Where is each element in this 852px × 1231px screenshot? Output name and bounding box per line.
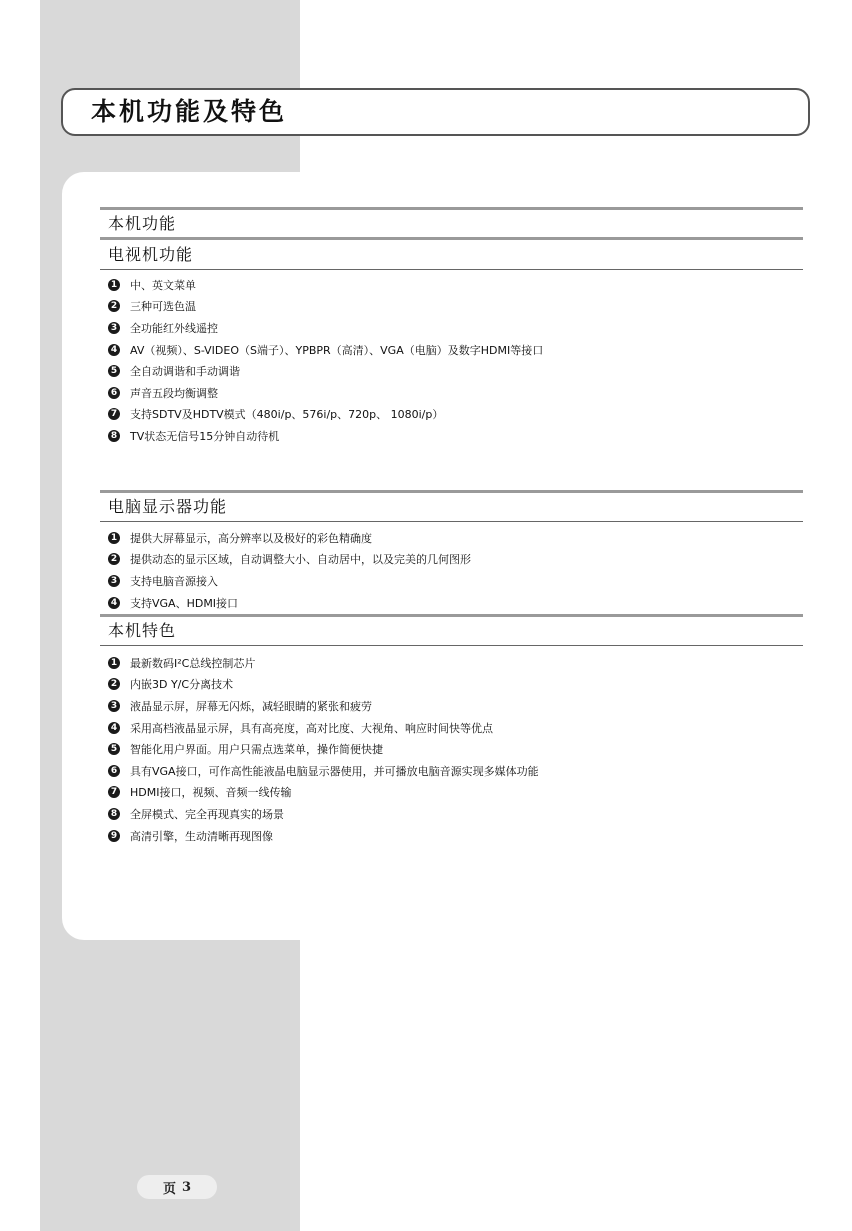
list-item-text: 全功能红外线遥控 <box>130 321 218 335</box>
bullet-number: 6 <box>108 765 120 777</box>
list-item <box>108 404 543 426</box>
list-item <box>108 360 543 382</box>
list-item <box>108 339 543 361</box>
section-rule-thin <box>100 521 803 522</box>
bullet-number: 5 <box>108 743 120 755</box>
list-item <box>108 317 543 339</box>
title-banner <box>61 88 810 136</box>
list-item <box>108 674 539 696</box>
bullet-number: 7 <box>108 786 120 798</box>
bullet-number: 1 <box>108 279 120 291</box>
page-number: 3 <box>181 1179 192 1195</box>
list-item <box>108 382 543 404</box>
list-item-text: 液晶显示屏，屏幕无闪烁，减轻眼睛的紧张和疲劳 <box>130 699 372 713</box>
list-item-text: 中、英文菜单 <box>130 278 196 292</box>
page-title: 本机功能及特色 <box>91 97 288 126</box>
bullet-number: 7 <box>108 408 120 420</box>
bullet-number: 3 <box>108 322 120 334</box>
list-item-text: 支持VGA、HDMI接口 <box>130 596 239 610</box>
tv-functions-heading: 电视机功能 <box>108 245 194 264</box>
list-item-text: 三种可选色温 <box>130 300 196 314</box>
section-rule <box>100 237 803 240</box>
bullet-number: 3 <box>108 700 120 712</box>
special-features-heading: 本机特色 <box>108 621 177 640</box>
list-item <box>108 549 471 571</box>
list-item <box>108 274 543 296</box>
list-item-text: 内嵌3D Y/C分离技术 <box>130 678 234 692</box>
list-item <box>108 527 471 549</box>
section-rule-top <box>100 207 803 210</box>
list-item <box>108 760 539 782</box>
list-item <box>108 570 471 592</box>
list-item-text: 采用高档液晶显示屏，具有高亮度，高对比度、大视角、响应时间快等优点 <box>130 721 493 735</box>
page-number-badge <box>137 1175 217 1199</box>
list-item-text: 具有VGA接口，可作高性能液晶电脑显示器使用，并可播放电脑音源实现多媒体功能 <box>130 764 539 778</box>
bullet-number: 1 <box>108 532 120 544</box>
list-item-text: 智能化用户界面。用户只需点选菜单，操作简便快捷 <box>130 743 383 757</box>
bullet-number: 3 <box>108 575 120 587</box>
bullet-number: 2 <box>108 678 120 690</box>
list-item <box>108 592 471 614</box>
list-item <box>108 296 543 318</box>
bullet-number: 9 <box>108 830 120 842</box>
section-rule <box>100 490 803 493</box>
list-item <box>108 695 539 717</box>
features-heading: 本机功能 <box>108 214 177 233</box>
list-item-text: 最新数码I²C总线控制芯片 <box>130 656 256 670</box>
list-item <box>108 652 539 674</box>
bullet-number: 4 <box>108 722 120 734</box>
page-label: 页 <box>162 1181 176 1197</box>
list-item <box>108 782 539 804</box>
list-item <box>108 738 539 760</box>
bullet-number: 4 <box>108 344 120 356</box>
list-item-text: 支持SDTV及HDTV模式（480i/p、576i/p、720p、 1080i/p） <box>130 408 444 422</box>
bullet-number: 6 <box>108 387 120 399</box>
list-item-text: TV状态无信号15分钟自动待机 <box>130 429 280 443</box>
bullet-number: 1 <box>108 657 120 669</box>
list-item-text: 声音五段均衡调整 <box>130 386 218 400</box>
list-item-text: 全自动调谐和手动调谐 <box>130 365 240 379</box>
list-item-text: 提供动态的显示区域，自动调整大小、自动居中，以及完美的几何图形 <box>130 553 471 567</box>
tv-functions-list <box>108 274 543 447</box>
list-item-text: AV（视频）、S-VIDEO（S端子）、YPBPR（高清）、VGA（电脑）及数字HDMI等接口 <box>130 343 544 357</box>
section-rule-thin <box>100 645 803 646</box>
list-item-text: 高清引擎，生动清晰再现图像 <box>130 829 273 843</box>
section-rule-thin <box>100 269 803 270</box>
list-item <box>108 803 539 825</box>
special-features-list <box>108 652 539 846</box>
bullet-number: 2 <box>108 553 120 565</box>
bullet-number: 5 <box>108 365 120 377</box>
bullet-number: 8 <box>108 808 120 820</box>
list-item <box>108 425 543 447</box>
bullet-number: 4 <box>108 597 120 609</box>
pc-monitor-heading: 电脑显示器功能 <box>108 497 228 516</box>
list-item <box>108 825 539 847</box>
list-item-text: 全屏模式、完全再现真实的场景 <box>130 807 284 821</box>
pc-monitor-list <box>108 527 471 613</box>
list-item-text: 提供大屏幕显示，高分辨率以及极好的彩色精确度 <box>130 531 372 545</box>
list-item-text: 支持电脑音源接入 <box>130 574 218 588</box>
list-item-text: HDMI接口，视频、音频一线传输 <box>130 786 292 800</box>
bullet-number: 8 <box>108 430 120 442</box>
bullet-number: 2 <box>108 300 120 312</box>
list-item <box>108 717 539 739</box>
section-rule <box>100 614 803 617</box>
